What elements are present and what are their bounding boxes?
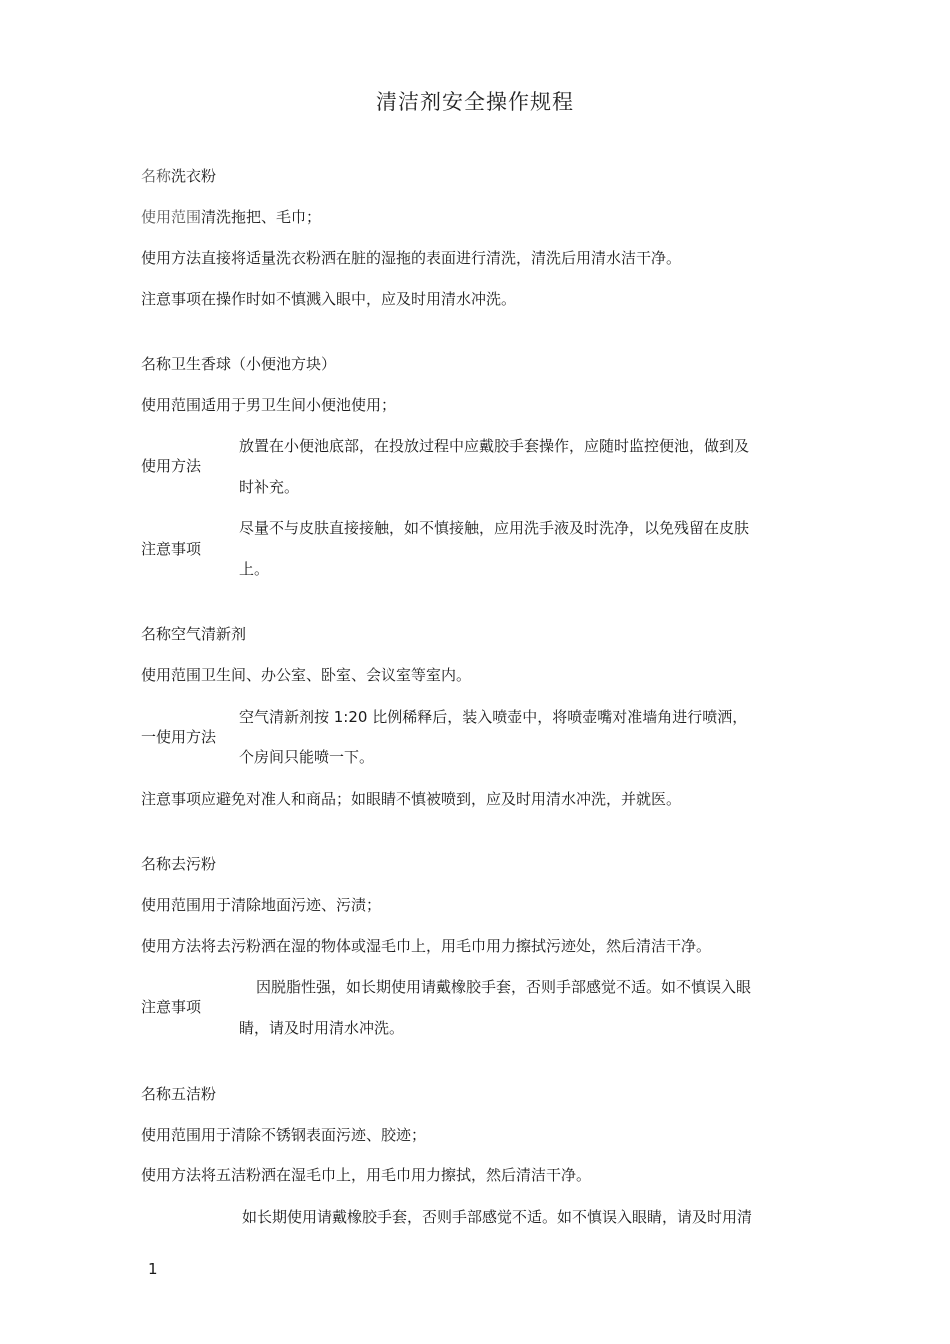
- s2-caution-line-2: 上。: [239, 560, 270, 578]
- s5-caution-line-1: 如长期使用请戴橡胶手套，否则手部感觉不适。如不慎误入眼睛，请及时用清: [242, 1208, 753, 1226]
- s3-caution: 注意事项应避免对准人和商品；如眼睛不慎被喷到，应及时用清水冲洗，并就医。: [141, 790, 682, 808]
- page-number: 1: [148, 1260, 158, 1278]
- s1-scope-label: 使用范围: [141, 208, 202, 226]
- s5-name: 名称五洁粉: [141, 1085, 217, 1103]
- s3-name: 名称空气清新剂: [141, 625, 247, 643]
- s2-scope: 使用范围适用于男卫生间小便池使用；: [141, 396, 397, 414]
- s3-scope: 使用范围卫生间、办公室、卧室、会议室等室内。: [141, 666, 472, 684]
- s5-method: 使用方法将五洁粉洒在湿毛巾上，用毛巾用力擦拭，然后清洁干净。: [141, 1166, 592, 1184]
- s4-caution-label: 注意事项: [141, 998, 202, 1016]
- s4-scope: 使用范围用于清除地面污迹、污渍；: [141, 896, 382, 914]
- page-title: 清洁剂安全操作规程: [376, 90, 574, 114]
- s2-method-line-1: 放置在小便池底部，在投放过程中应戴胶手套操作，应随时监控便池，做到及: [239, 437, 750, 455]
- s2-caution-label: 注意事项: [141, 540, 202, 558]
- s2-method-label: 使用方法: [141, 457, 202, 475]
- s4-caution-line-2: 睛，请及时用清水冲洗。: [239, 1019, 405, 1037]
- s1-scope-line: [141, 207, 321, 227]
- s5-scope: 使用范围用于清除不锈钢表面污迹、胶迹；: [141, 1126, 427, 1144]
- s2-method-line-2: 时补充。: [239, 478, 300, 496]
- s3-method-label: 一使用方法: [141, 728, 217, 746]
- s3-method-line-1: 空气清新剂按 1:20 比例稀释后，装入喷壶中，将喷壶嘴对准墙角进行喷洒，: [239, 708, 748, 726]
- s2-caution-line-1: 尽量不与皮肤直接接触，如不慎接触，应用洗手液及时洗净，以免残留在皮肤: [239, 519, 750, 537]
- s1-scope: 清洗拖把、毛巾；: [201, 208, 322, 226]
- s4-name: 名称去污粉: [141, 855, 217, 873]
- s1-name-line: [141, 166, 216, 186]
- s1-caution: 注意事项在操作时如不慎溅入眼中，应及时用清水冲洗。: [141, 290, 517, 308]
- s4-caution-line-1: 因脱脂性强，如长期使用请戴橡胶手套，否则手部感觉不适。如不慎误入眼: [256, 978, 752, 996]
- s2-name: 名称卫生香球（小便池方块）: [141, 355, 337, 373]
- s1-method: 使用方法直接将适量洗衣粉洒在脏的湿拖的表面进行清洗，清洗后用清水洁干净。: [141, 249, 682, 267]
- s1-name-label: 名称: [141, 167, 172, 185]
- s4-method: 使用方法将去污粉洒在湿的物体或湿毛巾上，用毛巾用力擦拭污迹处，然后清洁干净。: [141, 937, 712, 955]
- s1-name: 洗衣粉: [171, 167, 217, 185]
- s3-method-line-2: 个房间只能喷一下。: [239, 748, 375, 766]
